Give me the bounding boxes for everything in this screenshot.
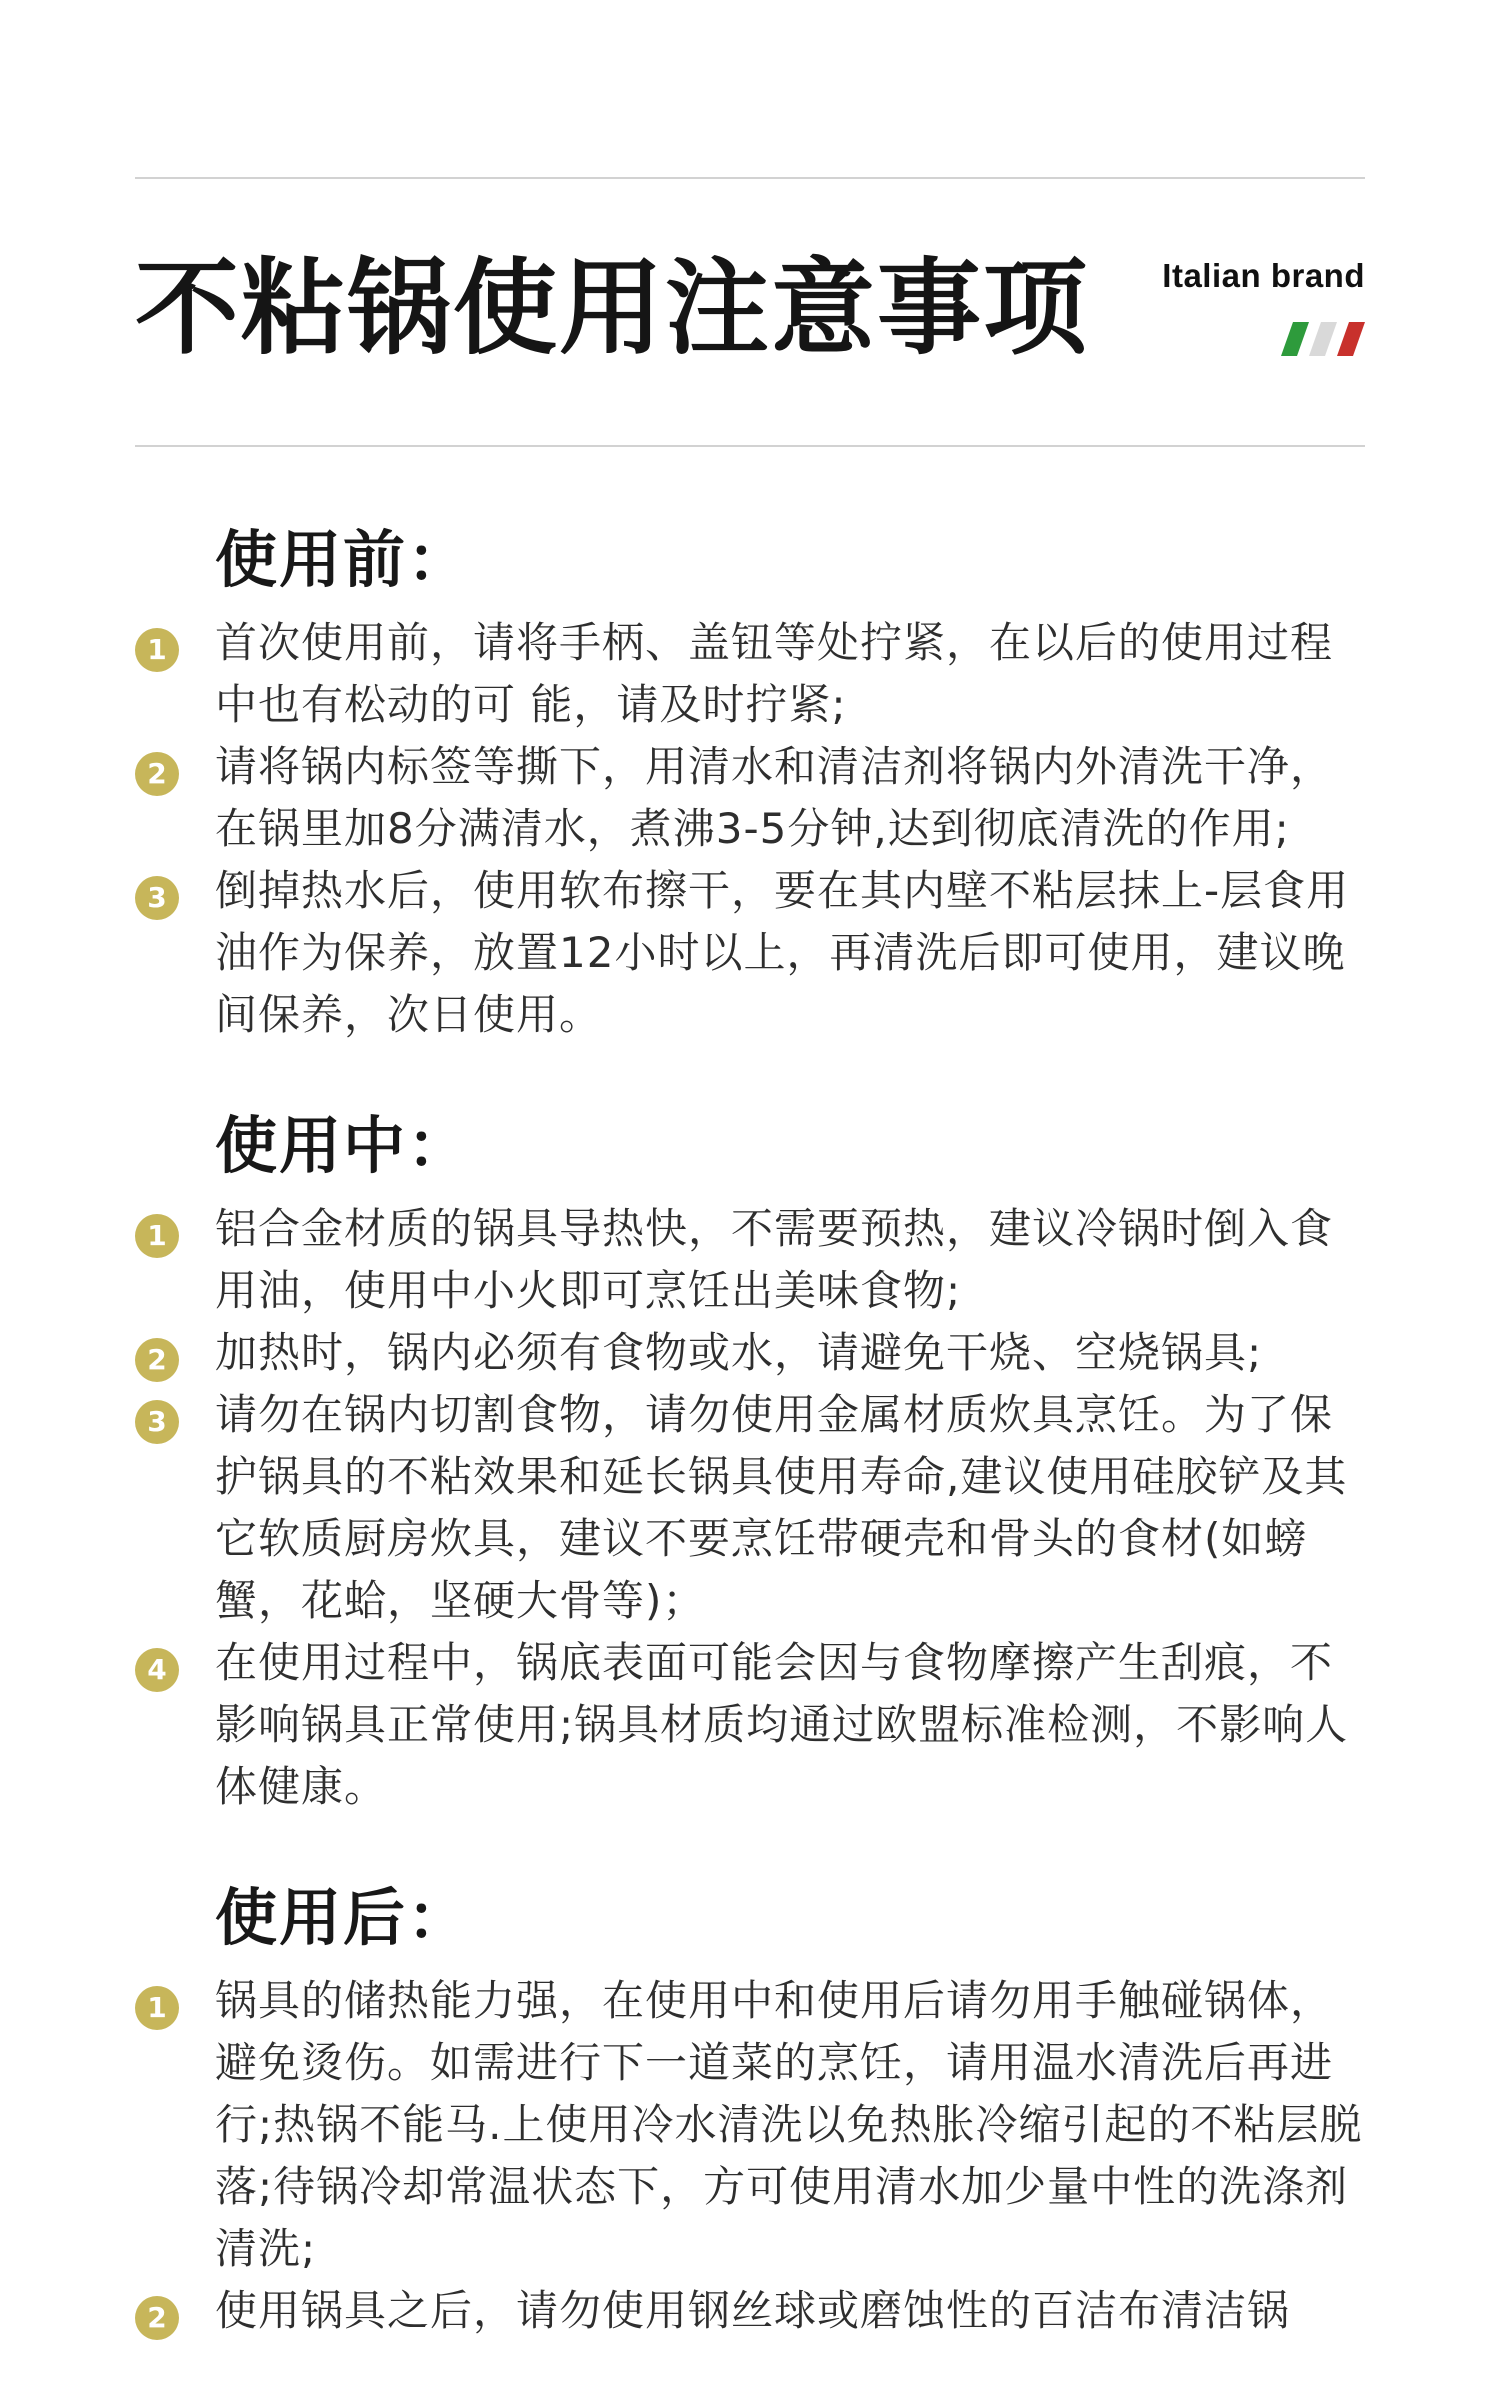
section-title: 使用后： xyxy=(215,1881,472,1954)
section-title: 使用中： xyxy=(215,1109,472,1182)
number-badge: 2 xyxy=(135,1338,179,1382)
list-item xyxy=(135,612,1365,736)
number-badge: 1 xyxy=(135,628,179,672)
flag-stripe-red xyxy=(1337,322,1365,356)
brand-mark xyxy=(1162,256,1365,360)
page-title: 不粘锅使用注意事项 xyxy=(135,247,1090,369)
list-item xyxy=(135,736,1365,860)
flag-stripe-green xyxy=(1281,322,1309,356)
item-text: 首次使用前，请将手柄、盖钮等处拧紧，在以后的使用过程中也有松动的可 能，请及时拧紧; xyxy=(215,618,1334,729)
section-title: 使用前： xyxy=(215,523,472,596)
number-badge: 3 xyxy=(135,876,179,920)
italian-flag-icon xyxy=(1281,322,1365,356)
content xyxy=(135,520,1365,2402)
item-text: 加热时，锅内必须有食物或水，请避免干烧、空烧锅具; xyxy=(215,1328,1263,1377)
list-item xyxy=(135,1198,1365,1322)
number-badge: 1 xyxy=(135,1214,179,1258)
brand-text: Italian brand xyxy=(1162,257,1365,294)
number-badge: 2 xyxy=(135,752,179,796)
top-divider xyxy=(135,177,1365,179)
number-badge: 3 xyxy=(135,1400,179,1444)
item-text: 使用锅具之后，请勿使用钢丝球或磨蚀性的百洁布清洁锅 xyxy=(215,2286,1291,2335)
number-badge: 2 xyxy=(135,2296,179,2340)
list-item xyxy=(135,1384,1365,1632)
section-before-use xyxy=(135,520,1365,1046)
list-item xyxy=(135,1632,1365,1818)
list-item xyxy=(135,1970,1365,2280)
item-text: 锅具的储热能力强，在使用中和使用后请勿用手触碰锅体，避免烫伤。如需进行下一道菜的烹饪，请用温水清洗后再进行;热锅不能马.上使用冷水清洗以免热胀冷缩引起的不粘层脱落;待锅冷却常温状态下，方可使用清水加少量中性的洗涤剂清洗; xyxy=(215,1976,1363,2273)
number-badge: 4 xyxy=(135,1648,179,1692)
section-during-use xyxy=(135,1106,1365,1818)
header-divider xyxy=(135,445,1365,447)
list-item xyxy=(135,2280,1365,2342)
flag-stripe-white xyxy=(1309,322,1337,356)
item-text: 请勿在锅内切割食物，请勿使用金属材质炊具烹饪。为了保护锅具的不粘效果和延长锅具使用寿命,建议使用硅胶铲及其它软质厨房炊具，建议不要烹饪带硬壳和骨头的食材(如螃蟹，花蛤，坚硬大骨等)； xyxy=(215,1390,1348,1625)
section-after-use xyxy=(135,1878,1365,2342)
item-text: 铝合金材质的锅具导热快，不需要预热，建议冷锅时倒入食用油，使用中小火即可烹饪出美味食物; xyxy=(215,1204,1334,1315)
list-item xyxy=(135,860,1365,1046)
number-badge: 1 xyxy=(135,1986,179,2030)
list-item xyxy=(135,1322,1365,1384)
item-text: 在使用过程中，锅底表面可能会因与食物摩擦产生刮痕，不影响锅具正常使用;锅具材质均通过欧盟标准检测，不影响人体健康。 xyxy=(215,1638,1349,1811)
item-text: 倒掉热水后，使用软布擦干，要在其内壁不粘层抹上-层食用油作为保养，放置12小时以上，再清洗后即可使用，建议晚间保养，次日使用。 xyxy=(215,866,1350,1039)
item-text: 请将锅内标签等撕下，用清水和清洁剂将锅内外清洗干净，在锅里加8分满清水，煮沸3-5分钟,达到彻底清洗的作用; xyxy=(215,742,1334,853)
